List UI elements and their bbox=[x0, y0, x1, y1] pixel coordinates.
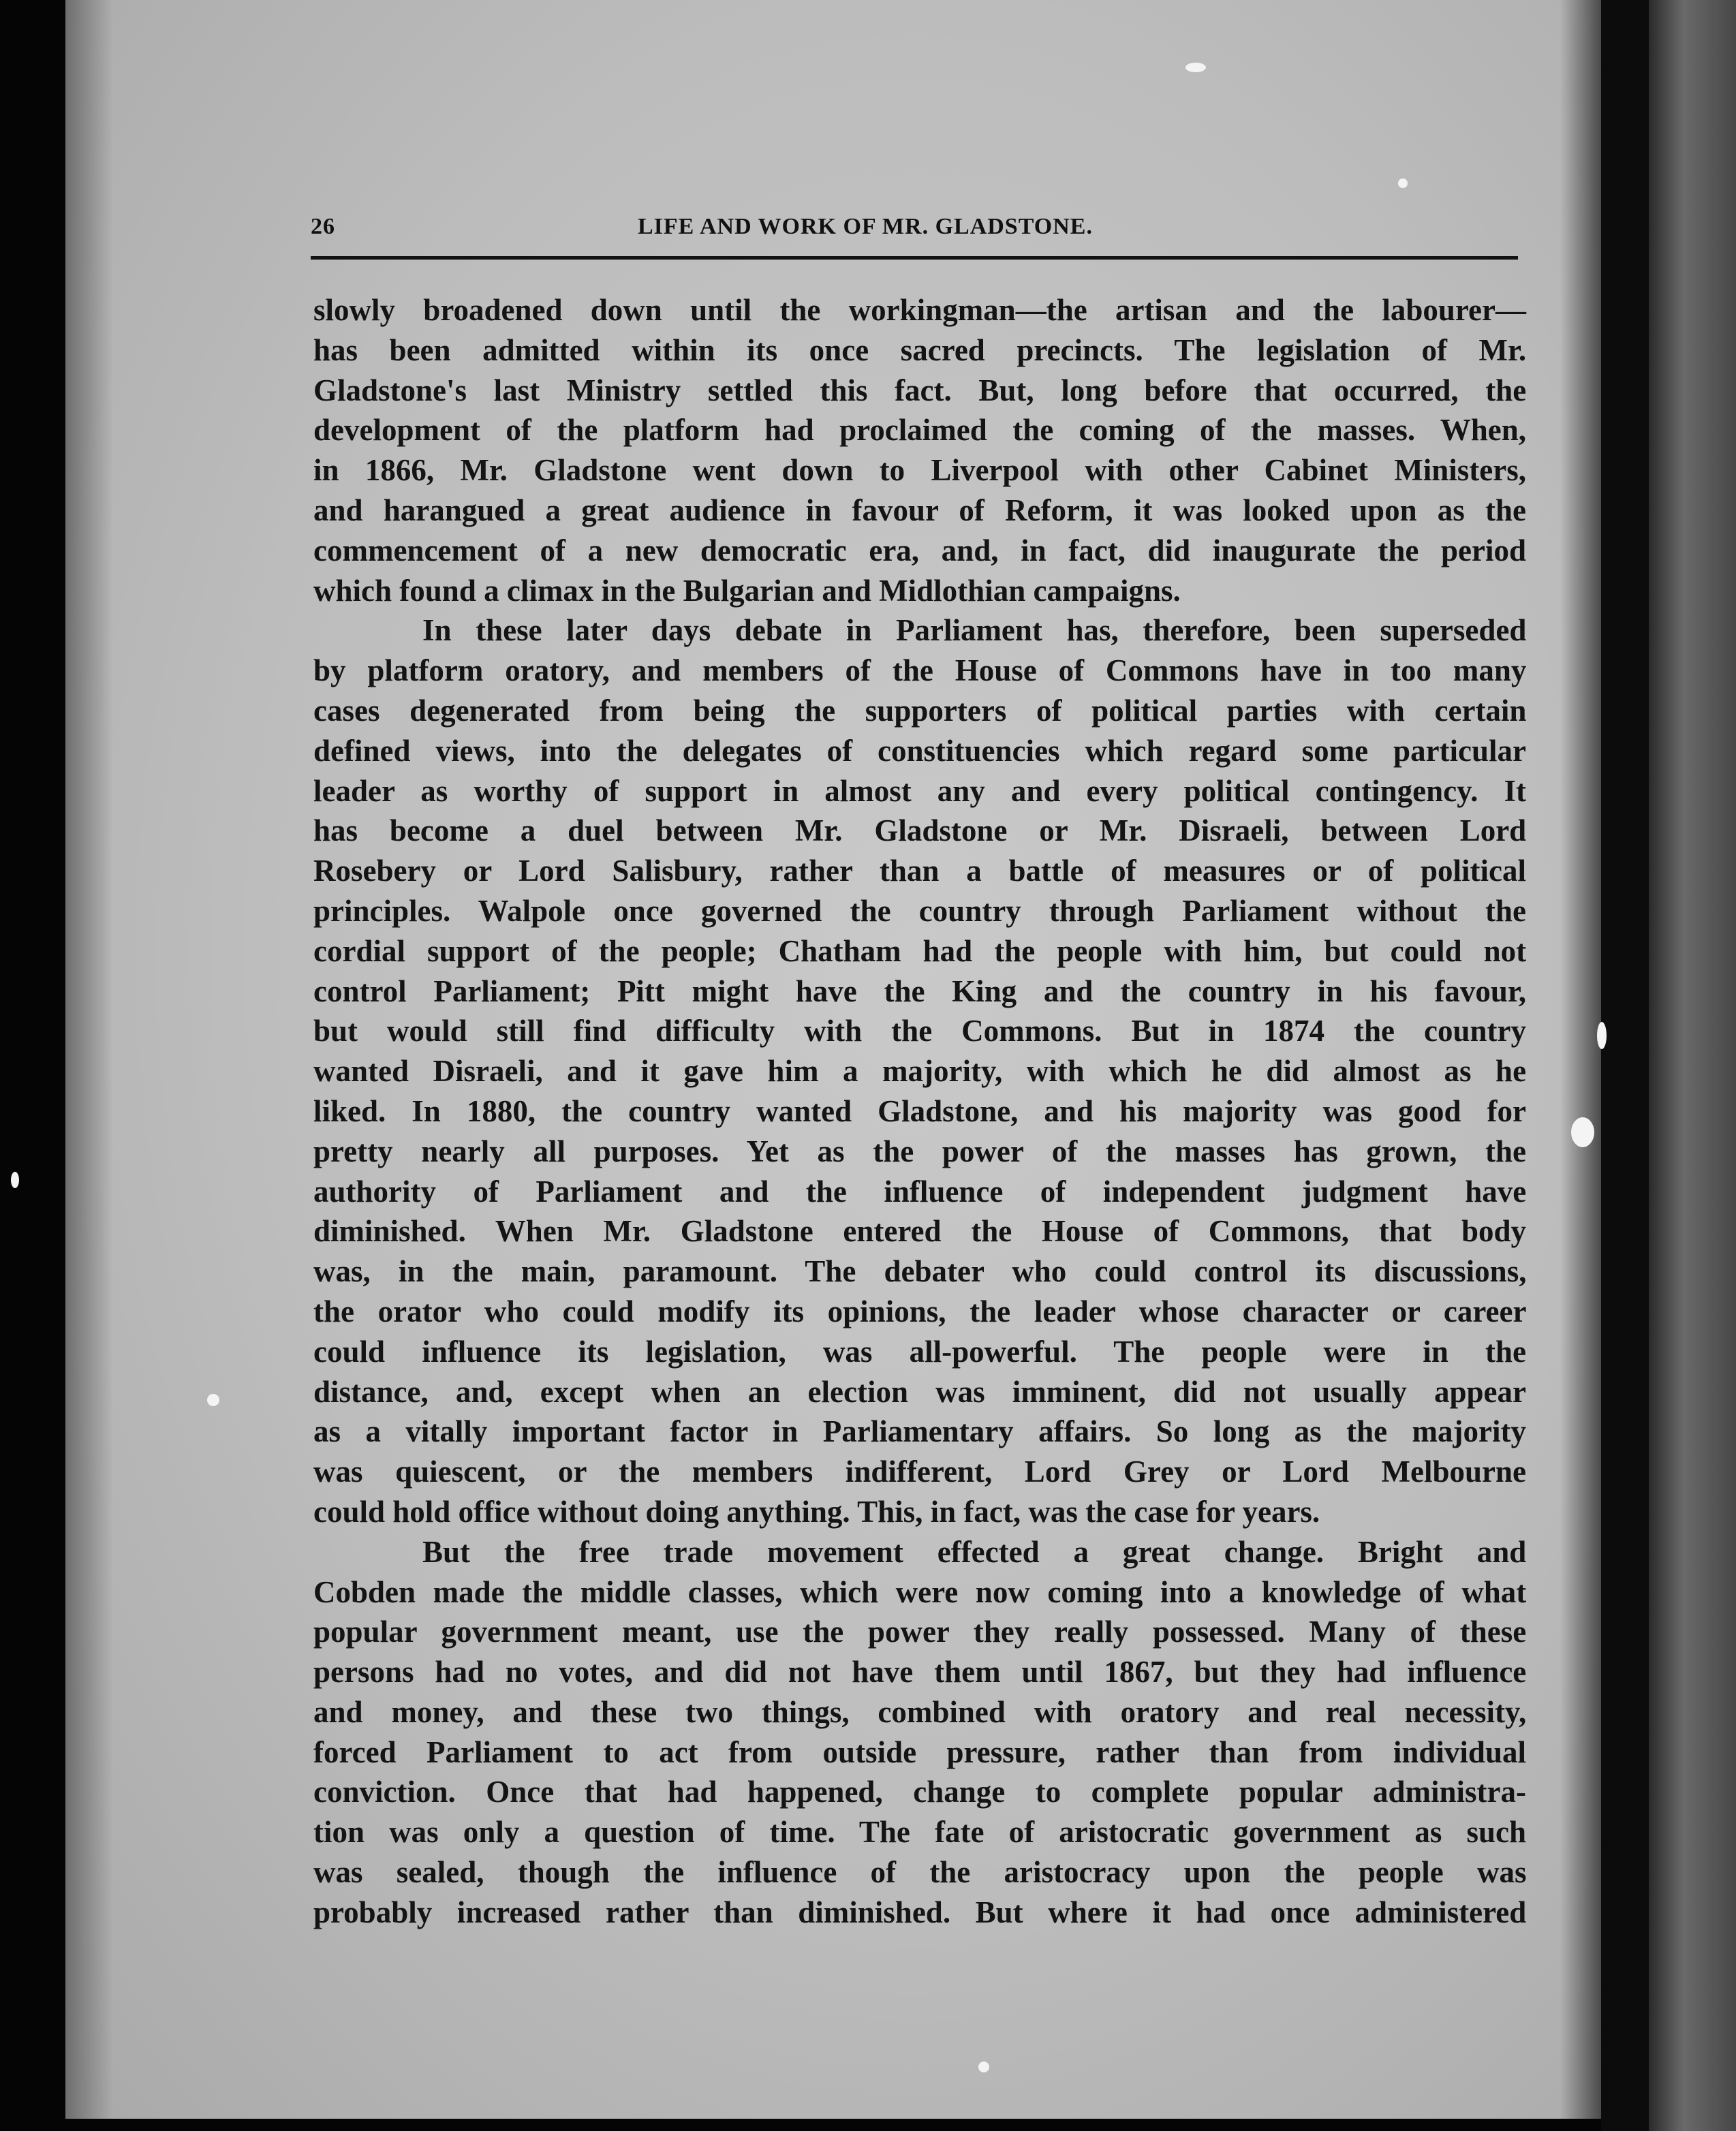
text-line: Cobden made the middle classes, which were now coming into a knowledge of what bbox=[313, 1574, 1527, 1609]
text-line: But the free trade movement effected a great change. Bright and bbox=[422, 1534, 1527, 1569]
text-line: forced Parliament to act from outside pressure, rather than from individual bbox=[313, 1735, 1526, 1769]
text-line: and money, and these two things, combined with oratory and real necessity, bbox=[313, 1694, 1527, 1729]
header-rule bbox=[311, 256, 1518, 260]
scan-speck bbox=[1597, 1022, 1607, 1049]
text-line: could influence its legislation, was all-powerful. The people were in the bbox=[313, 1334, 1526, 1369]
text-line: cases degenerated from being the supporters of political parties with certain bbox=[313, 693, 1527, 728]
text-line: commencement of a new democratic era, and, in fact, did inaugurate the period bbox=[313, 533, 1526, 567]
running-header bbox=[311, 210, 1517, 248]
scan-speck bbox=[1398, 178, 1408, 188]
facing-page-edge bbox=[1649, 0, 1736, 2131]
text-line: distance, and, except when an election was imminent, did not usually appear bbox=[313, 1374, 1526, 1409]
gutter-shadow bbox=[1560, 0, 1601, 2119]
paragraph-2 bbox=[313, 610, 1526, 1531]
text-line: was quiescent, or the members indifferent, Lord Grey or Lord Melbourne bbox=[313, 1455, 1526, 1489]
text-line: conviction. Once that had happened, change to complete popular administra- bbox=[313, 1775, 1526, 1809]
text-line: principles. Walpole once governed the country through Parliament without the bbox=[313, 893, 1526, 928]
text-line: could hold office without doing anything. This, in fact, was the case for years. bbox=[313, 1494, 1320, 1529]
scan-speck bbox=[1185, 63, 1206, 72]
scan-speck bbox=[1571, 1117, 1594, 1147]
text-line: control Parliament; Pitt might have the King and the country in his favour, bbox=[313, 974, 1526, 1008]
text-line: was sealed, though the influence of the aristocracy upon the people was bbox=[313, 1855, 1527, 1890]
text-line: has become a duel between Mr. Gladstone or Mr. Disraeli, between Lord bbox=[313, 813, 1527, 848]
text-line: diminished. When Mr. Gladstone entered the House of Commons, that body bbox=[313, 1214, 1526, 1249]
running-title: LIFE AND WORK OF MR. GLADSTONE. bbox=[638, 214, 1093, 239]
body-text bbox=[313, 290, 1526, 1933]
book-binding bbox=[1601, 0, 1649, 2131]
text-line: authority of Parliament and the influence of independent judgment have bbox=[313, 1174, 1527, 1209]
text-line: in 1866, Mr. Gladstone went down to Liverpool with other Cabinet Ministers, bbox=[313, 453, 1526, 488]
page-number: 26 bbox=[311, 214, 335, 239]
text-line: as a vitally important factor in Parliamentary affairs. So long as the majority bbox=[313, 1414, 1526, 1449]
text-line: by platform oratory, and members of the House of Commons have in too many bbox=[313, 653, 1527, 688]
text-line: In these later days debate in Parliament has, therefore, been superseded bbox=[422, 613, 1527, 648]
scan-speck bbox=[978, 2062, 989, 2072]
text-line: persons had no votes, and did not have them until 1867, but they had influence bbox=[313, 1655, 1527, 1690]
page-edge-shadow bbox=[65, 0, 113, 2119]
text-line: was, in the main, paramount. The debater who could control its discussions, bbox=[313, 1254, 1527, 1289]
text-line: but would still find difficulty with the Commons. But in 1874 the country bbox=[313, 1014, 1526, 1048]
text-line: popular government meant, use the power they really possessed. Many of these bbox=[313, 1615, 1527, 1649]
text-line: defined views, into the delegates of constituencies which regard some particular bbox=[313, 733, 1526, 768]
scan-speck bbox=[11, 1172, 19, 1188]
text-line: Gladstone's last Ministry settled this fact. But, long before that occurred, the bbox=[313, 373, 1527, 407]
text-line: Rosebery or Lord Salisbury, rather than a battle of measures or of political bbox=[313, 854, 1526, 888]
text-line: slowly broadened down until the workingman—the artisan and the labourer— bbox=[313, 293, 1526, 327]
text-line: which found a climax in the Bulgarian and Midlothian campaigns. bbox=[313, 573, 1181, 608]
text-line: and harangued a great audience in favour of Reform, it was looked upon as the bbox=[313, 493, 1526, 527]
text-line: probably increased rather than diminished. But where it had once administered bbox=[313, 1895, 1527, 1929]
text-line: development of the platform had proclaimed the coming of the masses. When, bbox=[313, 413, 1527, 448]
paragraph-3 bbox=[313, 1532, 1526, 1933]
text-line: liked. In 1880, the country wanted Gladstone, and his majority was good for bbox=[313, 1093, 1526, 1128]
text-line: the orator who could modify its opinions, the leader whose character or career bbox=[313, 1294, 1527, 1328]
text-line: leader as worthy of support in almost any and every political contingency. It bbox=[313, 773, 1526, 808]
paragraph-1 bbox=[313, 290, 1526, 610]
text-line: wanted Disraeli, and it gave him a majority, with which he did almost as he bbox=[313, 1054, 1527, 1089]
text-line: pretty nearly all purposes. Yet as the power of the masses has grown, the bbox=[313, 1134, 1526, 1168]
text-line: tion was only a question of time. The fate of aristocratic government as such bbox=[313, 1815, 1526, 1850]
text-line: cordial support of the people; Chatham had the people with him, but could not bbox=[313, 933, 1527, 968]
scan-speck bbox=[207, 1394, 219, 1406]
text-line: has been admitted within its once sacred precincts. The legislation of Mr. bbox=[313, 332, 1527, 367]
